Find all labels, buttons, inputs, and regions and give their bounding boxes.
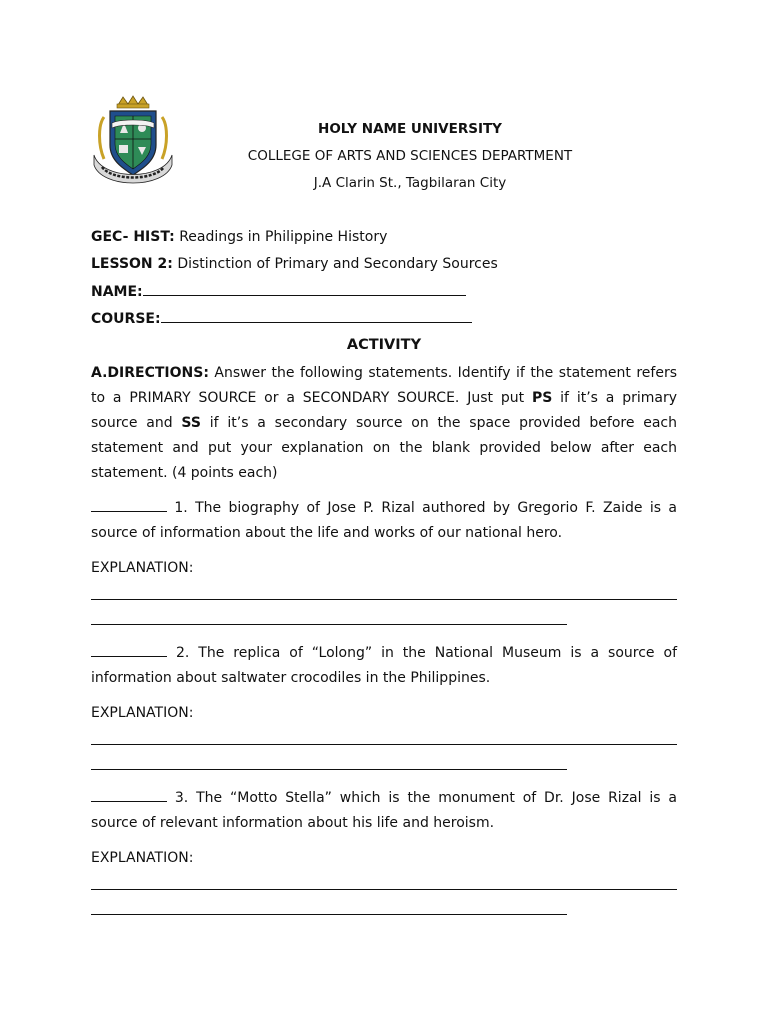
name-field[interactable] xyxy=(143,283,466,296)
explanation-line-2a[interactable] xyxy=(91,744,677,745)
course-label: COURSE: xyxy=(91,311,161,327)
explanation-line-3b[interactable] xyxy=(91,914,567,915)
directions-text-2: if it’s a primary source and xyxy=(91,390,678,431)
university-address: J.A Clarin St., Tagbilaran City xyxy=(313,175,507,191)
ps-code: PS xyxy=(531,390,553,406)
explanation-line-1b[interactable] xyxy=(91,624,567,625)
directions-paragraph xyxy=(91,361,677,486)
explanation-label-2: EXPLANATION: xyxy=(91,705,194,721)
question-2 xyxy=(91,641,677,691)
explanation-line-1a[interactable] xyxy=(91,599,677,600)
directions-text-3: if it’s a secondary source on the space provided before each statement and put your explanation on the blank provided below after each statement. (4 points each) xyxy=(91,415,678,481)
name-label: NAME: xyxy=(91,284,143,300)
directions-text-1: Answer the following statements. Identify if the statement refers to a PRIMARY SOURCE or a SECONDARY SOURCE. Just put xyxy=(91,365,678,406)
university-name: HOLY NAME UNIVERSITY xyxy=(318,121,502,137)
course-code-label: GEC- HIST: xyxy=(91,229,175,245)
question-2-text: 2. The replica of “Lolong” in the National Museum is a source of information about saltwater crocodiles in the Philippines. xyxy=(91,645,677,686)
name-line xyxy=(91,283,681,300)
question-1-text: 1. The biography of Jose P. Rizal authored by Gregorio F. Zaide is a source of information about the life and works of our national hero. xyxy=(91,500,678,541)
explanation-line-2b[interactable] xyxy=(91,769,567,770)
university-seal-icon xyxy=(90,95,176,187)
answer-blank-2[interactable] xyxy=(91,644,167,657)
lesson-line xyxy=(91,256,681,272)
explanation-label-1: EXPLANATION: xyxy=(91,560,194,576)
lesson-label: LESSON 2: xyxy=(91,256,173,272)
course-code-value: Readings in Philippine History xyxy=(179,229,388,245)
lesson-value: Distinction of Primary and Secondary Sources xyxy=(177,256,498,272)
answer-blank-1[interactable] xyxy=(91,499,167,512)
question-3 xyxy=(91,786,677,836)
course-code-line xyxy=(91,229,681,245)
ss-code: SS xyxy=(181,415,201,431)
course-field[interactable] xyxy=(161,310,472,323)
answer-blank-3[interactable] xyxy=(91,789,167,802)
question-3-text: 3. The “Motto Stella” which is the monument of Dr. Jose Rizal is a source of relevant information about his life and heroism. xyxy=(91,790,678,831)
question-1 xyxy=(91,496,677,546)
activity-title: ACTIVITY xyxy=(346,337,422,353)
directions-label: A.DIRECTIONS: xyxy=(91,365,209,381)
explanation-label-3: EXPLANATION: xyxy=(91,850,194,866)
explanation-line-3a[interactable] xyxy=(91,889,677,890)
course-line xyxy=(91,310,681,327)
college-name: COLLEGE OF ARTS AND SCIENCES DEPARTMENT xyxy=(247,148,573,164)
